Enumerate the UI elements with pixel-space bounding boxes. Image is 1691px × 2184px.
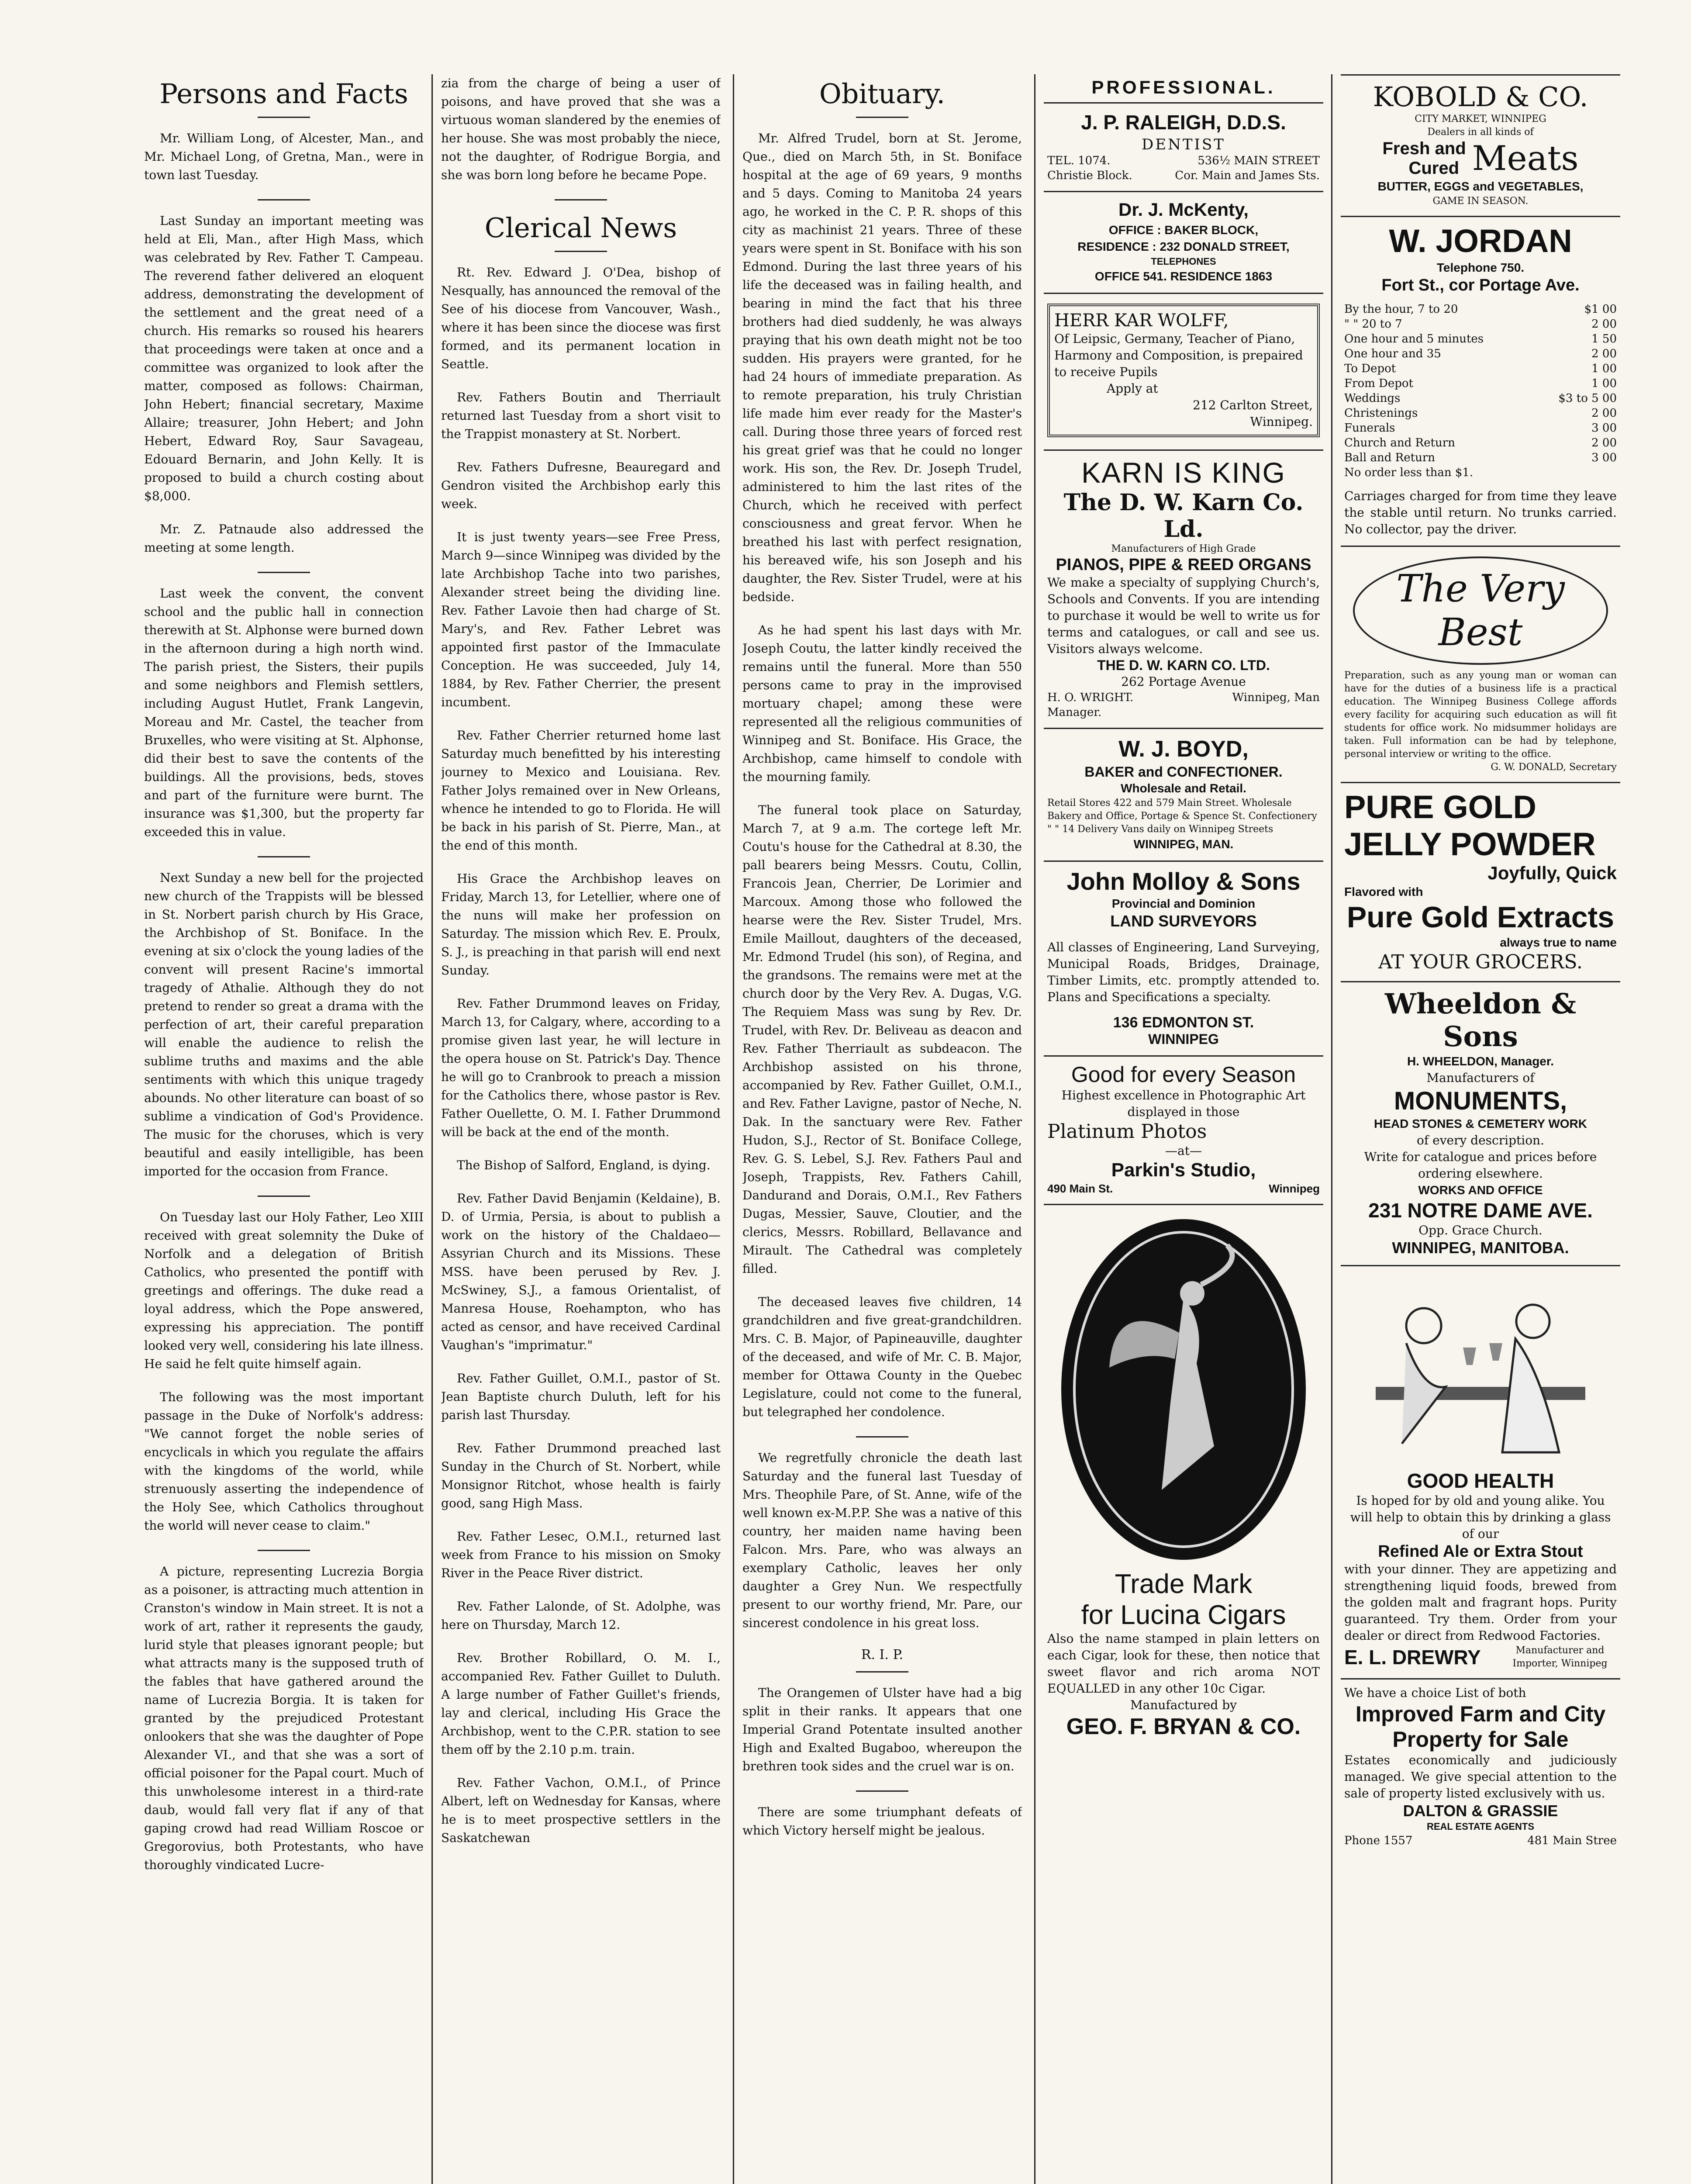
- column-persons-and-facts: [144, 74, 424, 2184]
- ad-city: WINNIPEG, MANITOBA.: [1392, 1239, 1569, 1257]
- ad-subtitle: REAL ESTATE AGENTS: [1426, 1821, 1535, 1832]
- divider: [555, 251, 607, 252]
- divider: [856, 1790, 908, 1792]
- article-paragraph: We regretfully chronicle the death last Saturday and the funeral last Tuesday of Mrs. Theophile Pare, of St. Anne, wife of the well known ex-M.P.P. She was a native of this country, her maiden name having been Falcon. Mrs. Pare, who was always an exemplary Catholic, leaves her only daughter a Grey Nun. We respectfully present to our worthy friend, Mr. Pare, our sincerest condolence in his great loss.: [742, 1451, 1022, 1630]
- rate-price: 1 00: [1591, 362, 1617, 375]
- article-paragraph: The funeral took place on Saturday, March 7, at 9 a.m. The cortege left Mr. Coutu's house for the Cathedral at 8.30, the pall bearers being Messrs. Coutu, Collin, Francois Jean, Cherrier, De Lorimier and Marcoux. Among those who followed the hearse were the Rev. Sister Trudel, Mrs. Emile Maillout, daughters of the deceased, Mr. Edmond Trudel (his son), of Regina, and the grandsons. The remains were met at the church door by the Very Rev. A. Dugas, V.G. The Requiem Mass was sung by Rev. Dr. Trudel, with Rev. Dr. Beliveau as deacon and Rev. Father Therriault as subdeacon. The Archbishop assisted on his throne, accompanied by Rev. Father Guillet, O.M.I., and Rev. Father Lavigne, pastor of Neche, N. Dak. In the sanctuary were Rev. Father Hudon, S.J., Rector of St. Boniface College, Rev. G. S. Lebel, S.J. Rev. Fathers Paul and Joseph, Trappists, Rev. Fathers Cahill, Dandurand and Dorais, O.M.I., Rev Fathers Dugas, Messier, Sauve, Cloutier, and the clerics, Messrs. Robillard, Bellavance and Mirault. The Cathedral was completely filled.: [742, 803, 1022, 1276]
- rate-price: 2 00: [1591, 318, 1617, 331]
- ad-name: E. L. DREWRY: [1344, 1646, 1481, 1669]
- newspaper-page: [144, 66, 1620, 2184]
- ad-line: AT YOUR GROCERS.: [1378, 951, 1583, 973]
- divider: [258, 1550, 310, 1551]
- rate-label: From Depot: [1344, 377, 1414, 390]
- article-paragraph: Rev. Father Drummond preached last Sunday in the Church of St. Norbert, while Monsignor Ritchot, whose health is fairly good, sang High Mass.: [441, 1441, 721, 1510]
- ad-city: WINNIPEG, MAN.: [1133, 837, 1234, 851]
- article-paragraph: The deceased leaves five children, 14 grandchildren and five great-grandchildren. Mrs. C. B. Major, of Papineauville, daughter of the deceased, and wife of Mr. C. B. Major, member for Ottawa County in the Quebec Legislature, could not come to the funeral, but telegraphed her condolence.: [742, 1295, 1022, 1419]
- ad-jelly-powder: [1341, 783, 1620, 982]
- angel-figure-icon: [1061, 1219, 1306, 1560]
- rate-row: [1344, 406, 1617, 421]
- ad-drewry: [1341, 1266, 1620, 1679]
- column-rule: [733, 74, 734, 2184]
- rate-label: One hour and 5 minutes: [1344, 332, 1484, 346]
- ad-manufactured-by: Manufactured by: [1130, 1698, 1237, 1712]
- divider: [258, 1196, 310, 1197]
- ad-city: WINNIPEG: [1148, 1031, 1219, 1047]
- ad-address: 490 Main St.: [1047, 1182, 1113, 1195]
- rate-row: [1344, 391, 1617, 406]
- article-paragraph: Rev. Brother Robillard, O. M. I., accompanied Rev. Father Guillet to Duluth. A large number of Father Guillet's friends, lay and clerical, including His Grace the Archbishop, went to the C.P.R. station to see them off by the 2.10 p.m. train.: [441, 1651, 721, 1757]
- rate-label: Weddings: [1344, 392, 1401, 405]
- rate-row: [1344, 421, 1617, 435]
- ad-body: with your dinner. They are appetizing and strengthening liquid foods, brewed from the golden malt and fragrant hops. Purity guaranteed. Try them. Order from your dealer or direct from Redwood Factories.: [1344, 1562, 1617, 1643]
- ad-carriages: Carriages charged for from time they leave the stable until return. No trunks carried. No collector, pay the driver.: [1344, 489, 1617, 536]
- section-title: Obituary.: [819, 78, 946, 110]
- rate-price: 2 00: [1591, 436, 1617, 449]
- ad-role: Manufacturer and Importer, Winnipeg: [1512, 1645, 1608, 1669]
- ad-name: HERR KAR WOLFF,: [1054, 311, 1229, 331]
- rate-row: [1344, 450, 1617, 465]
- ad-name: John Molloy & Sons: [1066, 867, 1301, 895]
- ad-city: Winnipeg.: [1250, 415, 1313, 429]
- ad-meats: Meats: [1472, 139, 1579, 178]
- ad-game: GAME IN SEASON.: [1432, 196, 1529, 207]
- ad-body: All classes of Engineering, Land Surveying, Municipal Roads, Bridges, Drainage, Timber Limits, etc. promptly attended to. Plans and Specifications a specialty.: [1047, 940, 1320, 1004]
- ad-manufacturers: Manufacturers of: [1426, 1071, 1535, 1085]
- rate-row: [1344, 376, 1617, 391]
- ad-manufacturer: Manufacturers of High Grade: [1111, 543, 1256, 554]
- article-paragraph: As he had spent his last days with Mr. Joseph Coutu, the latter kindly received the remains until the funeral. More than 550 persons came to pray in the improvised mortuary chapel; among these were represented all the religious communities of Winnipeg and St. Boniface. His Grace, the Archbishop, came himself to condole with the mourning family.: [742, 623, 1022, 784]
- ad-refined: Refined Ale or Extra Stout: [1378, 1542, 1583, 1561]
- rate-price: 2 00: [1591, 407, 1617, 420]
- article-paragraph: Rev. Father David Benjamin (Keldaine), B. D. of Urmia, Persia, is about to publish a work on the history of the Chaldaeo—Assyrian Church and its Missions. These MSS. have been perused by Rev. J. McSwiney, S.J., a famous Orientalist, of Manresa House, Roehampton, who has acted as censor, and have received Cardinal Vaughan's "imprimatur.": [441, 1191, 721, 1352]
- section-title: Clerical News: [484, 212, 677, 244]
- ad-works: WORKS AND OFFICE: [1418, 1183, 1543, 1197]
- ad-manager: H. O. WRIGHT.: [1047, 691, 1134, 704]
- ad-body: Estates economically and judiciously managed. We give special attention to the sale of property listed exclusively with us.: [1344, 1753, 1617, 1800]
- rate-label: By the hour, 7 to 20: [1344, 303, 1458, 316]
- ad-body: Retail Stores 422 and 579 Main Street. Wholesale Bakery and Office, Portage & Spence St. Confectionery " " 14 Delivery Vans daily on Winnipeg Streets: [1047, 798, 1317, 835]
- ad-phone: Phone 1557: [1344, 1834, 1413, 1847]
- column-rule: [1331, 74, 1332, 2184]
- ad-line: always true to name: [1500, 936, 1617, 949]
- ad-office: OFFICE : BAKER BLOCK,: [1108, 223, 1259, 237]
- ad-apply: Apply at: [1107, 381, 1158, 396]
- article-paragraph: Last Sunday an important meeting was held at Eli, Man., after High Mass, which was celebrated by Rev. Father T. Campeau. The reverend father delivered an eloquent address, demonstrating the development of the settlement and the great need of a church. His remarks so roused his hearers that proceedings were taken at once and a committee was organized to look after the matter, composed as follows: Chairman, John Hebert; financial secretary, Maxime Allaire; treasurer, John Hebert; and John Hebert, Edward Roy, Saur Savageau, Edouard Bernarin, and John Kelly. It is proposed to build a church costing about $8,000.: [144, 214, 424, 503]
- ad-trademark: Trade Mark: [1115, 1569, 1253, 1599]
- ad-wolff: [1044, 294, 1323, 451]
- ad-boyd: [1044, 729, 1323, 862]
- divider: [258, 117, 310, 118]
- rate-price: $1 00: [1584, 303, 1617, 316]
- ad-karn: [1044, 451, 1323, 729]
- divider: [258, 856, 310, 857]
- ad-subtitle: Wholesale and Retail.: [1121, 781, 1246, 795]
- rip-line: R. I. P.: [861, 1647, 904, 1662]
- ad-hope: Is hoped for by old and young alike. You will help to obtain this by drinking a glass of our: [1350, 1493, 1611, 1541]
- article-paragraph: There are some triumphant defeats of which Victory herself might be jealous.: [742, 1805, 1022, 1838]
- rate-label: Church and Return: [1344, 436, 1455, 449]
- ad-address: 136 EDMONTON ST.: [1113, 1014, 1254, 1031]
- rate-label: One hour and 35: [1344, 347, 1441, 360]
- rate-row: [1344, 302, 1617, 317]
- article-paragraph: Last week the convent, the convent school and the public hall in connection therewith at St. Alphonse were burned down in the afternoon during a high north wind. The parish priest, the Sisters, their pupils and some neighbors and Flemish settlers, including August Hutlet, Frank Langevin, Moreau and Mr. Castel, the teacher from Bruxelles, who were visiting at St. Alphonse, did their best to save the contents of the buildings. All the provisions, beds, stoves and part of the furniture were burnt. The insurance was $1,300, but the property far exceeded this in value.: [144, 586, 424, 839]
- rate-price: 1 50: [1591, 332, 1617, 346]
- ad-monuments: MONUMENTS,: [1394, 1087, 1567, 1115]
- ad-line: JELLY POWDER: [1344, 826, 1596, 862]
- ad-headline: Improved Farm and City Property for Sale: [1355, 1702, 1606, 1752]
- rate-label: " " 20 to 7: [1344, 318, 1402, 331]
- rate-row: [1344, 361, 1617, 376]
- article-paragraph: Rev. Father Vachon, O.M.I., of Prince Albert, left on Wednesday for Kansas, where he is to meet prospective settlers in the Saskatchewan: [441, 1776, 721, 1845]
- ad-name: KOBOLD & CO.: [1373, 81, 1588, 113]
- ad-name: W. JORDAN: [1389, 223, 1572, 259]
- ad-address: 212 Carlton Street,: [1193, 398, 1313, 412]
- rate-price: 1 00: [1591, 377, 1617, 390]
- ad-name: Wheeldon & Sons: [1384, 988, 1577, 1053]
- article-paragraph: Mr. William Long, of Alcester, Man., and Mr. Michael Long, of Gretna, Man., were in town last Tuesday.: [144, 131, 424, 182]
- ad-studio: Parkin's Studio,: [1111, 1159, 1256, 1181]
- ad-body: Highest excellence in Photographic Art displayed in those: [1061, 1088, 1306, 1119]
- column-business-ads: [1341, 74, 1620, 2184]
- ad-name: W. J. BOYD,: [1118, 736, 1249, 762]
- article-paragraph: Mr. Alfred Trudel, born at St. Jerome, Que., died on March 5th, in St. Boniface hospital at the age of 69 years, 9 months and 5 days. Coming to Manitoba 24 years ago, he worked in the C. P. R. shops of this city as machinist 21 years. Three of these years were spent in St. Boniface with his son Edmond. During the last three years of his life the deceased was in failing health, and bearing in mind the fact that his three brothers had died suddenly, he was always praying that his own death might not be too sudden. His prayers were granted, for he had 24 hours of immediate preparation. As to remote preparation, his truly Christian life made him ever ready for the Master's call. During those three years of forced rest his great grief was that he could no longer work. His son, the Rev. Dr. Joseph Trudel, administered to him the last rites of the Church, which he received with perfect consciousness and great fervor. When he breathed his last with perfect resignation, his bereaved wife, his son Joseph and his daughter, the Rev. Sister Trudel, were at his bedside.: [742, 131, 1022, 604]
- rate-row: [1344, 346, 1617, 361]
- article-paragraph: It is just twenty years—see Free Press, March 9—since Winnipeg was divided by the late Archbishop Tache into two parishes, Alexander street being the dividing line. Rev. Father Lavoie then had charge of St. Mary's, and Rev. Father Lebret was appointed first pastor of the Immaculate Conception. He was succeeded, July 14, 1884, by Rev. Father Cherrier, the present incumbent.: [441, 530, 721, 709]
- ad-platinum: Platinum Photos: [1047, 1120, 1207, 1143]
- rate-note: No order less than $1.: [1344, 466, 1474, 479]
- ad-address: 481 Main Stree: [1527, 1834, 1617, 1847]
- ad-manager: H. WHEELDON, Manager.: [1407, 1054, 1554, 1068]
- ad-body: Preparation, such as any young man or woman can have for the duties of a business life is a practical education. The Winnipeg Business College affords every facility for acquiring such education as will fit students for office work. No midsummer holidays are taken. Full information can be had by telephone, personal interview or writing to the office.: [1344, 670, 1617, 760]
- article-paragraph: Rev. Father Lalonde, of St. Adolphe, was here on Thursday, March 12.: [441, 1599, 721, 1632]
- ad-slogan: Good for every Season: [1071, 1062, 1296, 1087]
- ad-address: Fort St., cor Portage Ave.: [1381, 276, 1580, 294]
- article-paragraph: Mr. Z. Patnaude also addressed the meeting at some length.: [144, 522, 424, 555]
- ad-line: PURE GOLD: [1344, 789, 1536, 825]
- divider: [555, 199, 607, 200]
- angel-illustration: [1061, 1219, 1306, 1560]
- ad-description: Of Leipsic, Germany, Teacher of Piano, Harmony and Composition, is prepaired to receive Pupils: [1054, 332, 1303, 379]
- ad-signature: G. W. DONALD, Secretary: [1491, 762, 1617, 773]
- ad-wheeldon: [1341, 982, 1620, 1266]
- divider: [856, 1671, 908, 1673]
- ad-business-college: [1341, 547, 1620, 783]
- ad-product: for Lucina Cigars: [1081, 1600, 1286, 1630]
- ad-role: DENTIST: [1142, 136, 1225, 153]
- professional-heading: PROFESSIONAL.: [1091, 77, 1276, 97]
- article-paragraph: Rev. Father Cherrier returned home last Saturday much benefitted by his interesting journey to Mexico and Louisiana. Rev. Father Jolys remained over in New Orleans, whence he intended to go to Florida. He will be back in his parish of St. Pierre, Man., at the end of this month.: [441, 728, 721, 853]
- column-professional-ads: [1044, 74, 1323, 2184]
- ad-cured: Cured: [1408, 159, 1460, 178]
- article-paragraph: A picture, representing Lucrezia Borgia as a poisoner, is attracting much attention in Cranston's window in Main street. It is not a work of art, rather it represents the gaudy, lurid style that pleases ignorant people; but what attracts many is the supposed truth of the fables that have gathered around the name of Lucrezia Borgia. It is taken for granted by the prejudiced Protestant onlookers that she was the daughter of Pope Alexander VI., and that she was a sort of official poisoner for the Papal court. Much of this unwholesome interest in a third-rate daub, would fall very flat if any of that gaping crowd had read William Roscoe or Gregorovius, both Protestants, who have thoroughly vindicated Lucre-: [144, 1564, 424, 1872]
- ad-jordan: [1341, 217, 1620, 547]
- rate-price: 3 00: [1591, 422, 1617, 435]
- rate-price: 2 00: [1591, 347, 1617, 360]
- ad-raleigh: [1044, 102, 1323, 192]
- ad-mckenty: [1044, 192, 1323, 294]
- divider: [856, 117, 908, 118]
- ad-kobold: [1341, 74, 1620, 217]
- ad-residence: RESIDENCE : 232 DONALD STREET,: [1077, 240, 1290, 253]
- article-paragraph: Rev. Fathers Boutin and Therriault returned last Tuesday from a short visit to the Trappist monastery at St. Norbert.: [441, 390, 721, 441]
- article-paragraph: Next Sunday a new bell for the projected new church of the Trappists will be blessed in St. Norbert parish church by His Grace, the Archbishop of St. Boniface. In the evening at six o'clock the young ladies of the convent will present Racine's immortal tragedy of Athalie. Although they do not pretend to render so great a drama with the perfection of art, their careful preparation will enable the audience to relish the sublime truths and maxims and the able sentiments with which this unique tragedy abounds. No other literature can boast of so sublime a vindication of God's Providence. The music for the choruses, which is very beautiful and easily intelligible, has been imported for the occasion from France.: [144, 871, 424, 1178]
- ad-market: CITY MARKET, WINNIPEG: [1415, 114, 1546, 124]
- ad-name: Dr. J. McKenty,: [1118, 199, 1249, 220]
- ad-slogan: KARN IS KING: [1081, 456, 1286, 489]
- ad-name: DALTON & GRASSIE: [1403, 1802, 1558, 1820]
- ad-company: The D. W. Karn Co. Ld.: [1063, 489, 1304, 543]
- ad-line: Pure Gold Extracts: [1346, 901, 1615, 934]
- ad-address: 536½ MAIN STREET: [1198, 154, 1320, 167]
- rate-row: [1344, 435, 1617, 450]
- ad-body: Also the name stamped in plain letters on each Cigar, look for these, then notice that sweet flavor and rich aroma NOT EQUALLED in any other 10c Cigar.: [1047, 1631, 1320, 1696]
- rate-label: Christenings: [1344, 407, 1418, 420]
- ad-description: of every description.: [1417, 1133, 1544, 1147]
- article-paragraph: The following was the most important passage in the Duke of Norfolk's address: "We cannot forget the noble series of encyclicals in which you regulate the affairs with the kingdoms of the world, while strenuously asserting the independence of the Holy See, which Catholics throughout the world will never cease to claim.": [144, 1390, 424, 1533]
- column-rule: [431, 74, 433, 2184]
- rate-row: [1344, 332, 1617, 346]
- article-paragraph: Rev. Father Guillet, O.M.I., pastor of St. Jean Baptiste church Duluth, left for his parish last Thursday.: [441, 1371, 721, 1422]
- ad-role: LAND SURVEYORS: [1110, 912, 1257, 930]
- ad-intro: We have a choice List of both: [1344, 1686, 1526, 1700]
- article-paragraph: The Orangemen of Ulster have had a big split in their ranks. It appears that one Imperial Grand Potentate insulted another High and Exalted Bugaboo, whereupon the brethren took sides and the cruel war is on.: [742, 1686, 1022, 1773]
- rate-price: 3 00: [1591, 451, 1617, 464]
- section-title: Persons and Facts: [159, 78, 408, 110]
- ad-company: GEO. F. BRYAN & CO.: [1066, 1714, 1301, 1739]
- ad-health: GOOD HEALTH: [1407, 1469, 1554, 1492]
- ad-write: Write for catalogue and prices before ordering elsewhere.: [1364, 1150, 1597, 1181]
- ad-bryan: [1044, 1205, 1323, 1748]
- ad-block: Christie Block.: [1047, 169, 1132, 182]
- article-paragraph: Rev. Fathers Dufresne, Beauregard and Gendron visited the Archbishop early this week.: [441, 460, 721, 511]
- ad-dealers: Dealers in all kinds of: [1427, 127, 1534, 138]
- ad-address: 262 Portage Avenue: [1121, 674, 1246, 689]
- article-paragraph: Rev. Father Lesec, O.M.I., returned last week from France to his mission on Smoky River in the Peace River district.: [441, 1529, 721, 1580]
- ad-body: We make a specialty of supplying Church's, Schools and Convents. If you are intending to purchase it would be well to write us for terms and catalogues, or call and see us. Visitors always welcome.: [1047, 575, 1320, 656]
- rate-price: $3 to 5 00: [1558, 392, 1617, 405]
- ad-molloy: [1044, 862, 1323, 1057]
- column-rule: [1034, 74, 1035, 2184]
- ad-extra: BUTTER, EGGS and VEGETABLES,: [1377, 180, 1584, 193]
- ad-fresh: Fresh and: [1382, 139, 1466, 158]
- column-clerical-news: [441, 74, 721, 2184]
- rate-label: Funerals: [1344, 422, 1395, 435]
- ad-city: Winnipeg: [1269, 1182, 1320, 1195]
- ad-opposite: Opp. Grace Church.: [1418, 1223, 1543, 1237]
- divider: [856, 1436, 908, 1438]
- ad-name: J. P. RALEIGH, D.D.S.: [1081, 111, 1286, 134]
- article-paragraph: The Bishop of Salford, England, is dying.: [457, 1158, 711, 1172]
- rate-label: To Depot: [1344, 362, 1396, 375]
- divider: [258, 199, 310, 200]
- ad-manager-role: Manager.: [1047, 706, 1102, 719]
- article-paragraph: His Grace the Archbishop leaves on Friday, March 13, for Letellier, where one of the nuns will make her profession on Saturday. The mission which Rev. E. Proulx, S. J., is preaching in that parish will end next Sunday.: [441, 871, 721, 978]
- ad-telephone: Telephone 750.: [1436, 261, 1525, 274]
- toast-illustration-icon: [1358, 1278, 1603, 1461]
- rate-label: Ball and Return: [1344, 451, 1435, 464]
- article-paragraph: zia from the charge of being a user of poisons, and have proved that she was a virtuous woman slandered by the enemies of her house. She was most probably the niece, not the daughter, of Rodrigue Borgia, and she was born long before he became Pope.: [441, 76, 721, 182]
- ad-trade: BAKER and CONFECTIONER.: [1084, 764, 1283, 780]
- ad-dalton-grassie: [1341, 1679, 1620, 1856]
- ad-city: Winnipeg, Man: [1232, 691, 1320, 704]
- ad-telephones: TELEPHONES: [1151, 256, 1216, 267]
- ad-phone-numbers: OFFICE 541. RESIDENCE 1863: [1094, 270, 1273, 283]
- column-obituary: [742, 74, 1022, 2184]
- very-best-logo: The Very Best: [1353, 556, 1608, 665]
- ad-subtitle: Provincial and Dominion: [1111, 897, 1256, 910]
- ad-parkin: [1044, 1057, 1323, 1205]
- ad-address: 231 NOTRE DAME AVE.: [1368, 1199, 1593, 1222]
- rate-row: [1344, 317, 1617, 332]
- ad-tel: TEL. 1074.: [1047, 154, 1111, 167]
- ad-goods: PIANOS, PIPE & REED ORGANS: [1056, 556, 1311, 574]
- ad-company-ltd: THE D. W. KARN CO. LTD.: [1097, 657, 1270, 673]
- ad-line: Flavored with: [1344, 885, 1423, 898]
- ad-at: —at—: [1165, 1144, 1202, 1158]
- article-paragraph: Rt. Rev. Edward J. O'Dea, bishop of Nesqually, has announced the removal of the See of his diocese from Vancouver, Wash., where it has been since the diocese was first formed, and its permanent location in Seattle.: [441, 265, 721, 371]
- ad-line: Joyfully, Quick: [1487, 863, 1617, 883]
- ad-corner: Cor. Main and James Sts.: [1175, 169, 1320, 182]
- ad-stones: HEAD STONES & CEMETERY WORK: [1374, 1117, 1587, 1130]
- divider: [258, 572, 310, 573]
- article-paragraph: Rev. Father Drummond leaves on Friday, March 13, for Calgary, where, according to a promise given last year, he will lecture in the opera house on St. Patrick's Day. Thence he will go to Cranbrook to preach a mission for the Catholics there, whose pastor is Rev. Father Ouellette, O. M. I. Father Drummond will be back at the end of the month.: [441, 996, 721, 1139]
- article-paragraph: On Tuesday last our Holy Father, Leo XIII received with great solemnity the Duke of Norfolk and a delegation of British Catholics, who presented the pontiff with greetings and offerings. The duke read a loyal address, which the Pope answered, expressing his appreciation. The pontiff looked very well, considering his late illness. He said he felt quite himself again.: [144, 1210, 424, 1371]
